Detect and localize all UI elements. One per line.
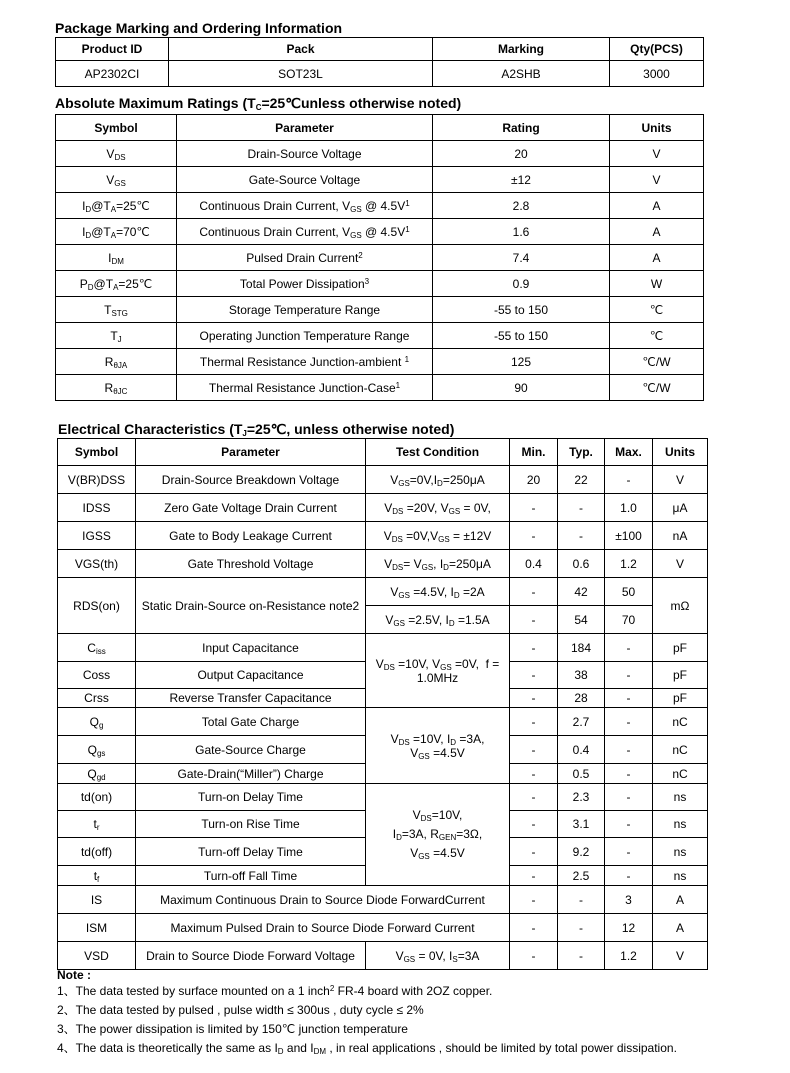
unit: V bbox=[610, 141, 704, 167]
parameter: Zero Gate Voltage Drain Current bbox=[136, 494, 366, 522]
typ: - bbox=[558, 942, 605, 970]
header-cell: Pack bbox=[169, 38, 433, 61]
symbol: td(off) bbox=[58, 838, 136, 866]
table-row bbox=[56, 323, 704, 349]
unit: ns bbox=[653, 838, 708, 866]
test-condition: $V_{DS}= V_{GS}$, $I_D=250\mu A$ bbox=[366, 550, 510, 578]
table-row bbox=[56, 193, 704, 219]
table-row bbox=[56, 167, 704, 193]
parameter: Gate-Source Voltage bbox=[177, 167, 433, 193]
parameter: Storage Temperature Range bbox=[177, 297, 433, 323]
symbol: IGSS bbox=[58, 522, 136, 550]
typ: - bbox=[558, 522, 605, 550]
unit: pF bbox=[653, 634, 708, 662]
marking: A2SHB bbox=[433, 61, 610, 87]
test-condition: $V_{GS} = 0V$, $I_S=3A$ bbox=[366, 942, 510, 970]
elec-section-title: Electrical Characteristics ($T_J=25℃$, unless otherwise noted) bbox=[58, 421, 455, 438]
symbol: $Q_{gs}$ bbox=[58, 736, 136, 764]
table-row bbox=[56, 141, 704, 167]
header-cell: Units bbox=[610, 115, 704, 141]
symbol: RDS(on) bbox=[58, 578, 136, 634]
rating: 125 bbox=[433, 349, 610, 375]
symbol: VGS(th) bbox=[58, 550, 136, 578]
symbol: $Q_g$ bbox=[58, 708, 136, 736]
qty: 3000 bbox=[610, 61, 704, 87]
unit: ℃/W bbox=[610, 375, 704, 401]
unit: V bbox=[653, 550, 708, 578]
test-condition: $V_{DS}=10V$, $I_D=3A$, $R_{GEN}=3\Omega$, $V_{GS} =4.5V$ bbox=[366, 784, 510, 886]
symbol: $V_{GS}$ bbox=[56, 167, 177, 193]
typ: 3.1 bbox=[558, 811, 605, 838]
header-cell: Min. bbox=[510, 439, 558, 466]
max: 1.0 bbox=[605, 494, 653, 522]
notes-title: Note : bbox=[57, 968, 91, 982]
test-condition: $V_{GS}=0V,I_D=250\mu A$ bbox=[366, 466, 510, 494]
unit: μA bbox=[653, 494, 708, 522]
product-id: AP2302CI bbox=[56, 61, 169, 87]
unit: nC bbox=[653, 736, 708, 764]
max: 3 bbox=[605, 886, 653, 914]
parameter: Turn-off Delay Time bbox=[136, 838, 366, 866]
parameter: Drain-Source Voltage bbox=[177, 141, 433, 167]
parameter: Drain to Source Diode Forward Voltage bbox=[136, 942, 366, 970]
parameter: Turn-on Delay Time bbox=[136, 784, 366, 811]
typ: 28 bbox=[558, 689, 605, 708]
parameter: Input Capacitance bbox=[136, 634, 366, 662]
min: - bbox=[510, 634, 558, 662]
symbol: IS bbox=[58, 886, 136, 914]
table-row bbox=[56, 349, 704, 375]
unit: A bbox=[610, 219, 704, 245]
header-cell: Rating bbox=[433, 115, 610, 141]
header-cell: Qty(PCS) bbox=[610, 38, 704, 61]
symbol: ISM bbox=[58, 914, 136, 942]
table-row bbox=[58, 578, 708, 606]
test-condition: $V_{GS} =4.5V$, $I_D =2A$ bbox=[366, 578, 510, 606]
parameter: Continuous Drain Current, $V_{GS}$ @ $4.5V^1$ bbox=[177, 219, 433, 245]
typ: 2.7 bbox=[558, 708, 605, 736]
min: 20 bbox=[510, 466, 558, 494]
unit: nA bbox=[653, 522, 708, 550]
note-item: 1、The data tested by surface mounted on a 1 inch$^2$ FR-4 board with 2OZ copper. bbox=[57, 984, 493, 998]
parameter: Output Capacitance bbox=[136, 662, 366, 689]
abs-section-title: Absolute Maximum Ratings ($T_C=25℃unless$ otherwise noted) bbox=[55, 95, 462, 112]
max: - bbox=[605, 634, 653, 662]
symbol: V(BR)DSS bbox=[58, 466, 136, 494]
table-row bbox=[56, 375, 704, 401]
parameter: Reverse Transfer Capacitance bbox=[136, 689, 366, 708]
package-section-title: Package Marking and Ordering Information bbox=[55, 20, 343, 36]
rating: ±12 bbox=[433, 167, 610, 193]
max: 50 bbox=[605, 578, 653, 606]
symbol: $t_r$ bbox=[58, 811, 136, 838]
table-row bbox=[56, 61, 704, 87]
rating: 1.6 bbox=[433, 219, 610, 245]
table-row bbox=[58, 494, 708, 522]
parameter: Turn-off Fall Time bbox=[136, 866, 366, 886]
max: 1.2 bbox=[605, 942, 653, 970]
min: - bbox=[510, 838, 558, 866]
unit: W bbox=[610, 271, 704, 297]
parameter: Gate-Source Charge bbox=[136, 736, 366, 764]
table-row bbox=[58, 708, 708, 736]
parameter: Total Gate Charge bbox=[136, 708, 366, 736]
unit: A bbox=[653, 886, 708, 914]
symbol: td(on) bbox=[58, 784, 136, 811]
header-cell: Units bbox=[653, 439, 708, 466]
max: - bbox=[605, 689, 653, 708]
table-row bbox=[56, 297, 704, 323]
max: - bbox=[605, 784, 653, 811]
note-item: 2、The data tested by pulsed , pulse width ≤ 300us , duty cycle ≤ 2% bbox=[57, 1003, 424, 1017]
symbol: $T_{STG}$ bbox=[56, 297, 177, 323]
unit: ℃ bbox=[610, 323, 704, 349]
rating: 0.9 bbox=[433, 271, 610, 297]
min: - bbox=[510, 886, 558, 914]
parameter: Maximum Continuous Drain to Source Diode ForwardCurrent bbox=[136, 886, 510, 914]
symbol: $Q_{gd}$ bbox=[58, 764, 136, 784]
test-condition: $V_{DS} =10V$, $V_{GS} =0V$, f = 1.0MHz bbox=[366, 634, 510, 708]
rating: -55 to 150 bbox=[433, 323, 610, 349]
unit: A bbox=[653, 914, 708, 942]
typ: 184 bbox=[558, 634, 605, 662]
symbol: Crss bbox=[58, 689, 136, 708]
test-condition: $V_{DS} =10V$, $I_D =3A$, $V_{GS} =4.5V$ bbox=[366, 708, 510, 784]
unit: V bbox=[610, 167, 704, 193]
min: - bbox=[510, 689, 558, 708]
parameter: Gate-Drain(“Miller”) Charge bbox=[136, 764, 366, 784]
min: - bbox=[510, 811, 558, 838]
table-row bbox=[56, 219, 704, 245]
electrical-table bbox=[57, 438, 708, 970]
max: 1.2 bbox=[605, 550, 653, 578]
max: - bbox=[605, 811, 653, 838]
parameter: Turn-on Rise Time bbox=[136, 811, 366, 838]
symbol: $I_D@T_A=25℃$ bbox=[56, 193, 177, 219]
rating: -55 to 150 bbox=[433, 297, 610, 323]
test-condition: $V_{GS} =2.5V$, $I_D =1.5A$ bbox=[366, 606, 510, 634]
min: - bbox=[510, 606, 558, 634]
table-row bbox=[56, 271, 704, 297]
min: 0.4 bbox=[510, 550, 558, 578]
max: 70 bbox=[605, 606, 653, 634]
min: - bbox=[510, 914, 558, 942]
max: - bbox=[605, 708, 653, 736]
table-row bbox=[58, 466, 708, 494]
max: - bbox=[605, 736, 653, 764]
header-cell: Marking bbox=[433, 38, 610, 61]
table-header-row bbox=[56, 115, 704, 141]
pack: SOT23L bbox=[169, 61, 433, 87]
symbol: $I_{DM}$ bbox=[56, 245, 177, 271]
max: 12 bbox=[605, 914, 653, 942]
typ: 38 bbox=[558, 662, 605, 689]
table-row bbox=[58, 634, 708, 662]
rating: 7.4 bbox=[433, 245, 610, 271]
symbol: $I_D@T_A=70℃$ bbox=[56, 219, 177, 245]
unit: pF bbox=[653, 689, 708, 708]
table-row bbox=[58, 522, 708, 550]
max: - bbox=[605, 838, 653, 866]
header-cell: Parameter bbox=[136, 439, 366, 466]
symbol: $C_{iss}$ bbox=[58, 634, 136, 662]
parameter: Maximum Pulsed Drain to Source Diode Forward Current bbox=[136, 914, 510, 942]
parameter: Static Drain-Source on-Resistance note2 bbox=[136, 578, 366, 634]
package-table bbox=[55, 37, 704, 87]
typ: 0.4 bbox=[558, 736, 605, 764]
parameter: Gate to Body Leakage Current bbox=[136, 522, 366, 550]
note-item: 4、The data is theoretically the same as $I_D$ and $I_{DM}$ , in real applications , should be limited by total power dissipation. bbox=[57, 1041, 677, 1056]
typ: 2.3 bbox=[558, 784, 605, 811]
rating: 90 bbox=[433, 375, 610, 401]
table-row bbox=[58, 942, 708, 970]
table-header-row bbox=[58, 439, 708, 466]
symbol: $t_f$ bbox=[58, 866, 136, 886]
unit: nC bbox=[653, 708, 708, 736]
typ: 0.5 bbox=[558, 764, 605, 784]
unit: mΩ bbox=[653, 578, 708, 634]
header-cell: Parameter bbox=[177, 115, 433, 141]
unit: ℃ bbox=[610, 297, 704, 323]
max: - bbox=[605, 764, 653, 784]
table-header-row bbox=[56, 38, 704, 61]
min: - bbox=[510, 764, 558, 784]
parameter: Continuous Drain Current, $V_{GS}$ @ $4.5V^1$ bbox=[177, 193, 433, 219]
header-cell: Max. bbox=[605, 439, 653, 466]
min: - bbox=[510, 494, 558, 522]
typ: 22 bbox=[558, 466, 605, 494]
max: ±100 bbox=[605, 522, 653, 550]
parameter: Thermal Resistance Junction-ambient $^1$ bbox=[177, 349, 433, 375]
unit: ℃/W bbox=[610, 349, 704, 375]
test-condition: $V_{DS} =20V$, $V_{GS} = 0V$, bbox=[366, 494, 510, 522]
min: - bbox=[510, 784, 558, 811]
symbol: $V_{DS}$ bbox=[56, 141, 177, 167]
min: - bbox=[510, 662, 558, 689]
header-cell: Test Condition bbox=[366, 439, 510, 466]
unit: A bbox=[610, 193, 704, 219]
unit: ns bbox=[653, 866, 708, 886]
symbol: $T_J$ bbox=[56, 323, 177, 349]
test-condition: $V_{DS} =0V,V_{GS} = \pm 12V$ bbox=[366, 522, 510, 550]
unit: ns bbox=[653, 811, 708, 838]
unit: ns bbox=[653, 784, 708, 811]
typ: - bbox=[558, 914, 605, 942]
header-cell: Product ID bbox=[56, 38, 169, 61]
parameter: Drain-Source Breakdown Voltage bbox=[136, 466, 366, 494]
symbol: VSD bbox=[58, 942, 136, 970]
parameter: Total Power Dissipation$^3$ bbox=[177, 271, 433, 297]
unit: A bbox=[610, 245, 704, 271]
typ: 2.5 bbox=[558, 866, 605, 886]
rating: 2.8 bbox=[433, 193, 610, 219]
table-row bbox=[58, 550, 708, 578]
table-row bbox=[58, 886, 708, 914]
min: - bbox=[510, 866, 558, 886]
min: - bbox=[510, 942, 558, 970]
typ: 42 bbox=[558, 578, 605, 606]
symbol: $P_D@T_A=25℃$ bbox=[56, 271, 177, 297]
unit: nC bbox=[653, 764, 708, 784]
max: - bbox=[605, 466, 653, 494]
min: - bbox=[510, 522, 558, 550]
max: - bbox=[605, 866, 653, 886]
parameter: Operating Junction Temperature Range bbox=[177, 323, 433, 349]
typ: 0.6 bbox=[558, 550, 605, 578]
min: - bbox=[510, 736, 558, 764]
parameter: Thermal Resistance Junction-Case$^1$ bbox=[177, 375, 433, 401]
parameter: Pulsed Drain Current$^2$ bbox=[177, 245, 433, 271]
typ: - bbox=[558, 494, 605, 522]
min: - bbox=[510, 708, 558, 736]
unit: pF bbox=[653, 662, 708, 689]
unit: V bbox=[653, 466, 708, 494]
table-row bbox=[56, 245, 704, 271]
symbol: $R_{\theta JC}$ bbox=[56, 375, 177, 401]
header-cell: Typ. bbox=[558, 439, 605, 466]
symbol: $R_{\theta JA}$ bbox=[56, 349, 177, 375]
table-row bbox=[58, 914, 708, 942]
parameter: Gate Threshold Voltage bbox=[136, 550, 366, 578]
table-row bbox=[58, 784, 708, 811]
typ: - bbox=[558, 886, 605, 914]
notes bbox=[57, 968, 677, 1058]
typ: 54 bbox=[558, 606, 605, 634]
header-cell: Symbol bbox=[58, 439, 136, 466]
unit: V bbox=[653, 942, 708, 970]
symbol: IDSS bbox=[58, 494, 136, 522]
max: - bbox=[605, 662, 653, 689]
abs-max-table bbox=[55, 114, 704, 401]
note-item: 3、The power dissipation is limited by 150℃ junction temperature bbox=[57, 1022, 408, 1036]
typ: 9.2 bbox=[558, 838, 605, 866]
min: - bbox=[510, 578, 558, 606]
header-cell: Symbol bbox=[56, 115, 177, 141]
symbol: Coss bbox=[58, 662, 136, 689]
rating: 20 bbox=[433, 141, 610, 167]
